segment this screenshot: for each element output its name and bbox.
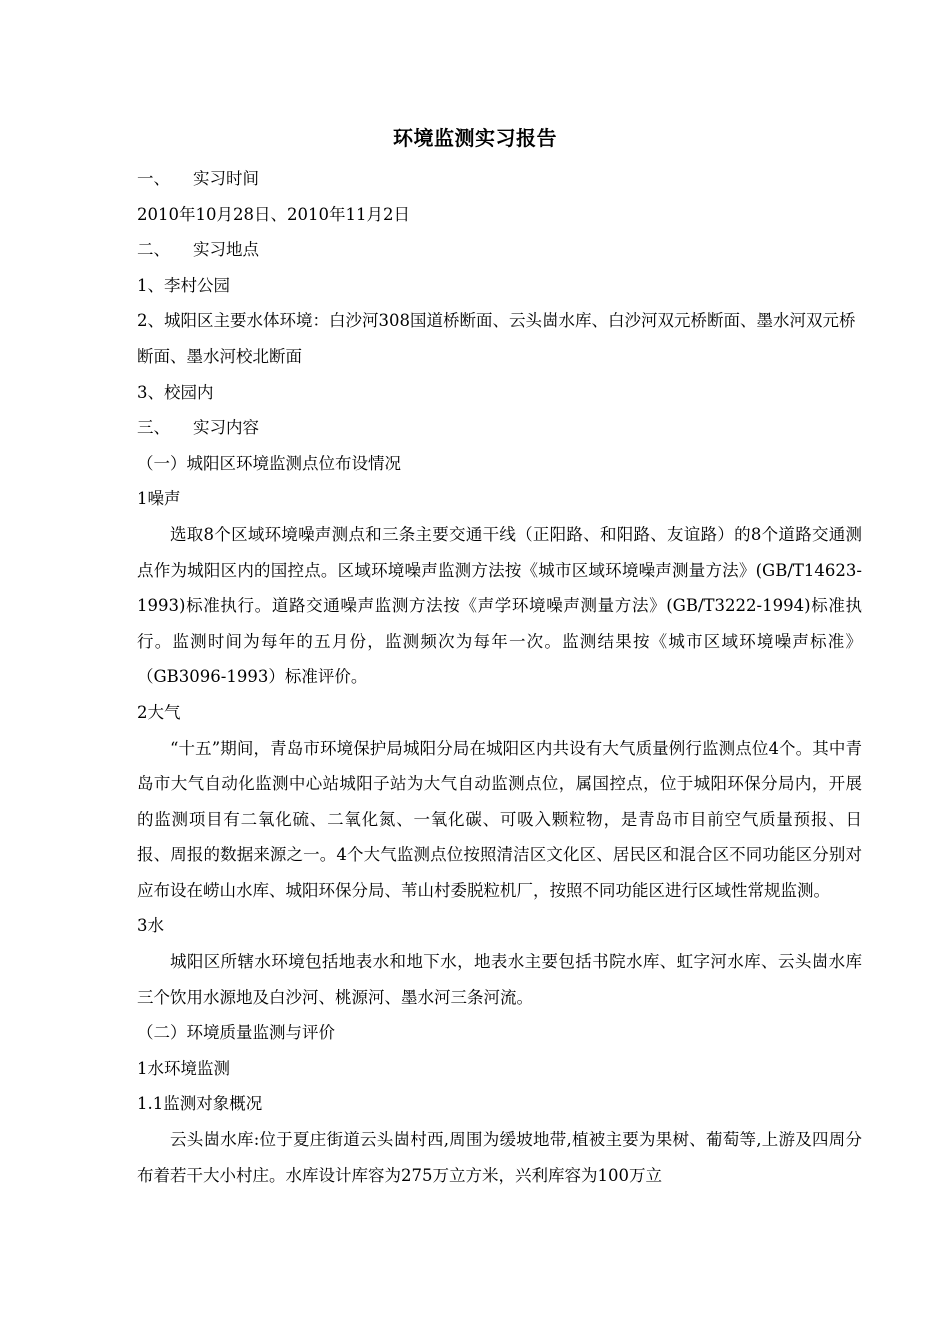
paragraph-air: “十五”期间，青岛市环境保护局城阳分局在城阳区内共设有大气质量例行监测点位4个。其中青岛市大气自动化监测中心站城阳子站为大气自动监测点位，属国控点，位于城阳环保分局内，开展的监测项目有二氧化硫、二氧化氮、一氧化碳、可吸入颗粒物，是青岛市目前空气质量预报、日报、周报的数据来源之一。4个大气监测点位按照清洁区文化区、居民区和混合区不同功能区分别对应布设在崂山水库、城阳环保分局、苇山村委脱粒机厂，按照不同功能区进行区域性常规监测。	[137, 738, 862, 900]
location-item: 2、城阳区主要水体环境：白沙河308国道桥断面、云头崮水库、白沙河双元桥断面、墨水河双元桥断面、墨水河校北断面	[137, 311, 856, 366]
section-title: 实习时间	[193, 169, 259, 188]
document-title: 环境监测实习报告	[393, 126, 557, 150]
document-body	[137, 161, 862, 1193]
subsection-heading: （二）环境质量监测与评价	[137, 1023, 335, 1043]
section-number: 二、	[137, 240, 170, 260]
paragraph-reservoir: 云头崮水库:位于夏庄街道云头崮村西,周围为缓坡地带,植被主要为果树、葡萄等,上游及四周分布着若干大小村庄。水库设计库容为275万立方米，兴利库容为100万立	[137, 1130, 862, 1185]
subsection-heading: （一）城阳区环境监测点位布设情况	[137, 453, 401, 473]
item-heading-water: 3水	[137, 916, 164, 936]
paragraph-water: 城阳区所辖水环境包括地表水和地下水，地表水主要包括书院水库、虹字河水库、云头崮水库三个饮用水源地及白沙河、桃源河、墨水河三条河流。	[137, 952, 862, 1007]
section-heading-location	[137, 232, 862, 268]
section-title: 实习地点	[193, 240, 259, 260]
section-number: 一、	[137, 169, 170, 188]
item-heading-noise: 1噪声	[137, 489, 181, 509]
section-title: 实习内容	[193, 418, 259, 438]
section-number: 三、	[137, 418, 170, 438]
location-item: 3、校园内	[137, 382, 214, 402]
item-heading-water-monitoring: 1水环境监测	[137, 1058, 230, 1078]
location-item: 1、李村公园	[137, 275, 230, 295]
item-heading-air: 2大气	[137, 702, 181, 722]
date-line: 2010年10月28日、2010年11月2日	[137, 204, 410, 224]
item-subheading-overview: 1.1监测对象概况	[137, 1094, 263, 1114]
section-heading-time	[137, 161, 862, 197]
section-heading-content	[137, 410, 862, 446]
paragraph-noise: 选取8个区域环境噪声测点和三条主要交通干线（正阳路、和阳路、友谊路）的8个道路交通测点作为城阳区内的国控点。区域环境噪声监测方法按《城市区域环境噪声测量方法》(GB/T14623-1993)标准执行。道路交通噪声监测方法按《声学环境噪声测量方法》(GB/T3222-1994)标准执行。监测时间为每年的五月份，监测频次为每年一次。监测结果按《城市区域环境噪声标准》（GB3096-1993）标准评价。	[137, 524, 862, 687]
